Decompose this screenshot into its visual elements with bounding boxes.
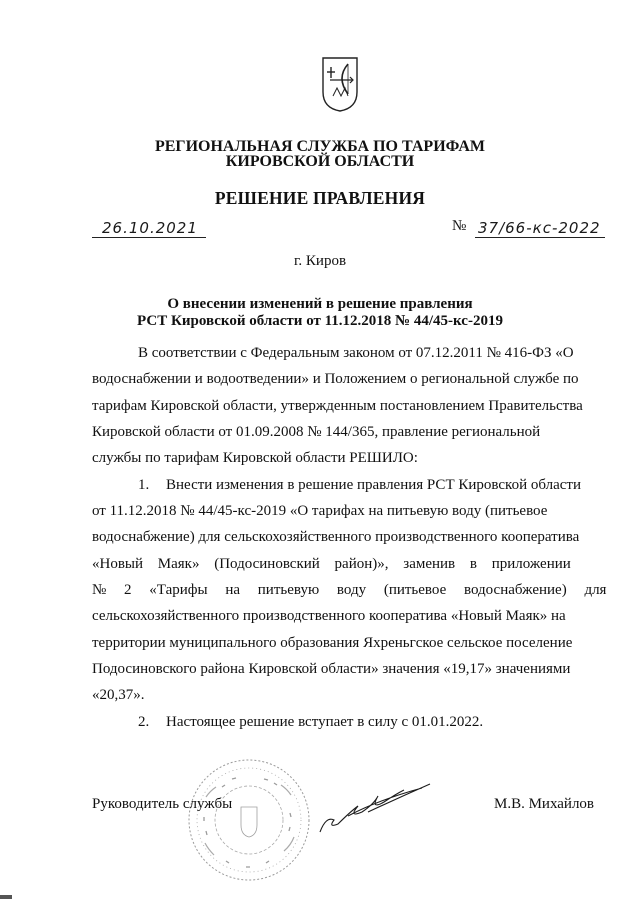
item-1-line: водоснабжение) для сельскохозяйственного производственного кооператива [92,529,580,545]
number-sign: № [452,218,467,234]
city: г. Киров [293,253,347,269]
body-intro-line: водоснабжении и водоотведении» и Положением о региональной службе по [92,371,579,387]
item-1-line: «Новый Маяк» (Подосиновский район)», заменив в приложении [92,556,571,572]
item-1-number: 1. [138,477,150,493]
subject-line1: О внесении изменений в решение правления [167,296,473,312]
item-1-line: сельскохозяйственного производственного кооператива «Новый Маяк» на [92,608,566,624]
item-2-number: 2. [138,714,150,730]
document-date: 26.10.2021 [102,219,198,237]
item-1-line: от 11.12.2018 № 44/45-кс-2019 «О тарифах на питьевую воду (питьевое [92,503,548,519]
document-type-title: РЕШЕНИЕ ПРАВЛЕНИЯ [214,188,426,208]
item-1-text: Внести изменения в решение правления РСТ Кировской области [166,477,581,493]
organization-name-line1: РЕГИОНАЛЬНАЯ СЛУЖБА ПО ТАРИФАМ [154,138,486,155]
document-number: 37/66-кс-2022 [478,219,601,237]
organization-name-line2: КИРОВСКОЙ ОБЛАСТИ [225,153,415,170]
kirov-coat-of-arms-icon [321,56,359,112]
item-1-line: «20,37». [92,687,145,703]
signer-position: Руководитель службы [92,796,233,812]
item-2-line [92,713,596,731]
signer-name: М.В. Михайлов [494,796,595,812]
item-1-line: Подосиновского района Кировской области» значения «19,17» значениями [92,661,571,677]
official-seal-stamp-icon [186,757,312,883]
body-intro-line: Кировской области от 01.09.2008 № 144/365, правление региональной [92,424,541,440]
signature-icon [318,776,438,838]
body-intro-line: службы по тарифам Кировской области РЕШИЛО: [92,450,418,466]
item-2-text: Настоящее решение вступает в силу с 01.01.2022. [166,714,484,730]
item-1-first-line [92,476,596,494]
item-1-line: территории муниципального образования Яхреньгское сельское поселение [92,635,573,651]
item-1-line: № 2 «Тарифы на питьевую воду (питьевое водоснабжение) для [92,582,607,598]
scan-edge-mark [0,895,12,899]
body-intro-line: тарифам Кировской области, утвержденным постановлением Правительства [92,398,583,414]
subject-line2: РСТ Кировской области от 11.12.2018 № 44/45-кс-2019 [137,313,503,329]
body-intro-line: В соответствии с Федеральным законом от 07.12.2011 № 416-ФЗ «О [138,345,574,361]
